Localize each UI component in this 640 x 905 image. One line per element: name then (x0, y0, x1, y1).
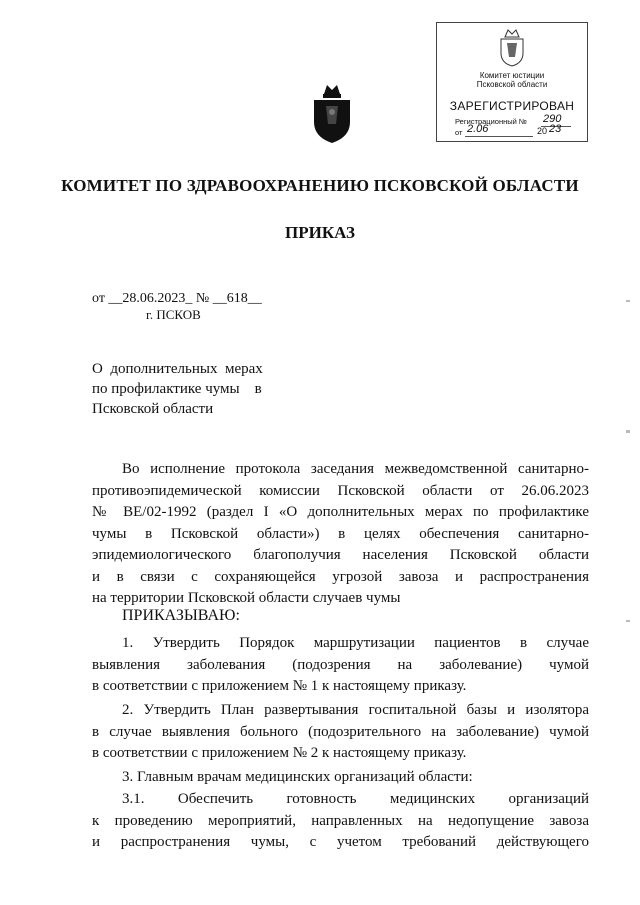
text-line: 1. Утвердить Порядок маршрутизации пациентов в случае (122, 635, 589, 651)
order-city: г. ПСКОВ (146, 307, 201, 322)
coat-of-arms-icon (310, 82, 354, 144)
text-line: в случае выявления больного (подозрительного на заболевание) чумой (92, 723, 589, 740)
document-type: ПРИКАЗ (285, 223, 355, 242)
item-3-1 (92, 789, 589, 854)
stamp-reg-number-label: Регистрационный № (455, 117, 527, 126)
scan-artifact (626, 620, 630, 622)
text-line: и в связи с сохраняющейся угрозой завоза и распространения (92, 568, 589, 585)
text-line: противоэпидемической комиссии Псковской области от 26.06.2023 (92, 482, 589, 499)
stamp-date-prefix: от (455, 128, 463, 137)
text-line: 3. Главным врачам медицинских организаций области: (122, 769, 473, 785)
text-line: 2. Утвердить План развертывания госпитальной базы и изолятора (122, 702, 589, 718)
scan-artifact (626, 430, 630, 433)
stamp-year-prefix: 20 (537, 126, 548, 136)
subject-line: Псковской области (92, 401, 214, 417)
subject-line: по профилактике чумы в (92, 381, 262, 397)
subject-line: О дополнительных мерах (92, 361, 263, 377)
text-line: в соответствии с приложением № 2 к настоящему приказу. (92, 745, 467, 761)
stamp-emblem-icon (495, 27, 529, 67)
order-date-number: от __28.06.2023_ № __618__ (92, 291, 262, 306)
stamp-year-value: 23 (549, 123, 562, 135)
item-2 (92, 700, 589, 765)
text-line: к проведению мероприятий, направленных на недопущение завоза (92, 812, 589, 829)
stamp-reg-number-value: 290 (543, 113, 562, 125)
text-line: чумы в Псковской области») в целях обеспечения санитарно- (92, 525, 589, 542)
text-line: на территории Псковской области случаев чумы (92, 590, 401, 606)
registration-stamp (436, 22, 588, 142)
scan-artifact (626, 300, 630, 302)
text-line: выявления заболевания (подозрения на заболевание) чумой (92, 656, 589, 673)
text-line: в соответствии с приложением № 1 к настоящему приказу. (92, 678, 467, 694)
stamp-registered: ЗАРЕГИСТРИРОВАН (449, 99, 575, 113)
text-line: Во исполнение протокола заседания межведомственной санитарно- (122, 461, 589, 477)
order-word: ПРИКАЗЫВАЮ: (122, 607, 240, 624)
text-line: № ВЕ/02-1992 (раздел I «О дополнительных мерах по профилактике (92, 504, 589, 520)
order-subject (92, 359, 292, 419)
text-line: эпидемиологического благополучия населения Псковской области (92, 547, 589, 563)
committee-title: КОМИТЕТ ПО ЗДРАВООХРАНЕНИЮ ПСКОВСКОЙ ОБЛАСТИ (61, 176, 579, 195)
stamp-underline (465, 136, 533, 137)
text-line: и распространения чумы, с учетом требований действующего (92, 834, 589, 850)
item-3 (92, 767, 589, 789)
text-line: 3.1. Обеспечить готовность медицинских организаций (122, 791, 589, 807)
stamp-org-line1: Комитет юстиции (479, 71, 545, 80)
item-1 (92, 633, 589, 698)
stamp-date-value: 2.06 (467, 123, 489, 135)
intro-paragraph (92, 459, 589, 610)
stamp-org-line2: Псковской области (476, 80, 548, 89)
